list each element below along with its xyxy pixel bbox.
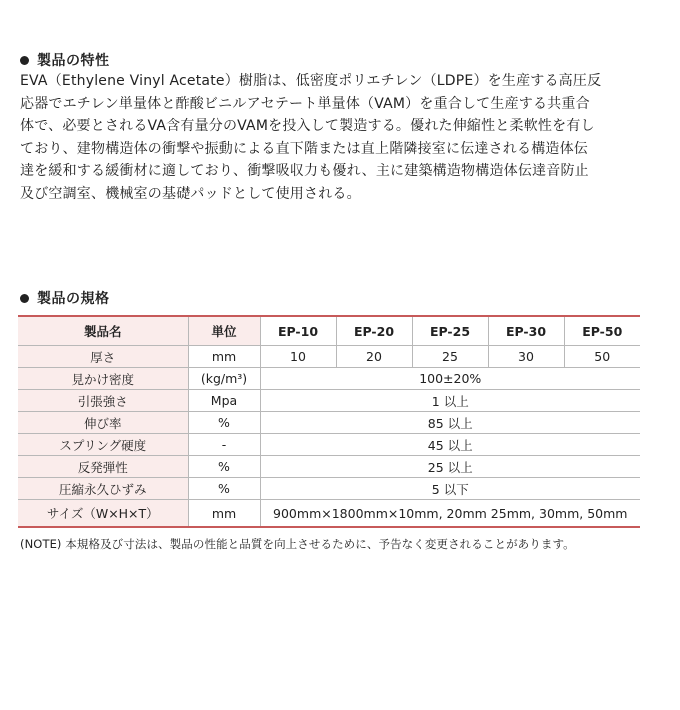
- table-row: [18, 500, 640, 528]
- header-cell: EP-10: [260, 316, 336, 346]
- header-cell: 単位: [188, 316, 260, 346]
- section-heading-text: 製品の規格: [37, 291, 110, 307]
- row-label: サイズ（W×H×T）: [18, 500, 188, 528]
- table-cell: 45 以上: [260, 434, 640, 456]
- header-cell: EP-50: [564, 316, 640, 346]
- description-line: 及び空調室、機械室の基礎パッドとして使用される。: [20, 185, 361, 202]
- description-line: EVA（Ethylene Vinyl Acetate）樹脂は、低密度ポリエチレン（LDPE）を生産する高圧反: [20, 73, 602, 89]
- row-unit: %: [188, 478, 260, 500]
- table-cell: 25 以上: [260, 456, 640, 478]
- row-label: 反発弾性: [18, 456, 188, 478]
- row-unit: %: [188, 412, 260, 434]
- section-heading-characteristics: [20, 50, 110, 70]
- table-cell: 30: [488, 346, 564, 368]
- table-cell: 50: [564, 346, 640, 368]
- description-line: ており、建物構造体の衝撃や振動による直下階または直上階隣接室に伝達される構造体伝: [20, 140, 588, 157]
- header-cell: 製品名: [18, 316, 188, 346]
- table-cell: 5 以下: [260, 478, 640, 500]
- row-unit: mm: [188, 500, 260, 528]
- row-label: 引張強さ: [18, 390, 188, 412]
- spec-note: (NOTE) 本規格及び寸法は、製品の性能と品質を向上させるために、予告なく変更されることがあります。: [20, 537, 575, 551]
- table-row: [18, 434, 640, 456]
- description-line: 達を緩和する緩衝材に適しており、衝撃吸収力も優れ、主に建築構造物構造体伝達音防止: [20, 163, 589, 180]
- header-cell: EP-30: [488, 316, 564, 346]
- row-label: スプリング硬度: [18, 434, 188, 456]
- table-row: [18, 368, 640, 390]
- section-heading-text: 製品の特性: [37, 53, 110, 69]
- row-unit: %: [188, 456, 260, 478]
- row-unit: (kg/m³): [188, 368, 260, 390]
- table-cell: 85 以上: [260, 412, 640, 434]
- table-cell: 10: [260, 346, 336, 368]
- table-row: [18, 346, 640, 368]
- row-label: 見かけ密度: [18, 368, 188, 390]
- bullet-icon: [20, 294, 29, 303]
- row-label: 厚さ: [18, 346, 188, 368]
- table-cell: 1 以上: [260, 390, 640, 412]
- table-cell: 25: [412, 346, 488, 368]
- row-unit: mm: [188, 346, 260, 368]
- section-heading-specifications: [20, 288, 110, 308]
- table-header-row: [18, 316, 640, 346]
- table-cell: 100±20%: [260, 368, 640, 390]
- table-row: [18, 478, 640, 500]
- table-cell: 900mm×1800mm×10mm, 20mm 25mm, 30mm, 50mm: [260, 500, 640, 528]
- description-line: 応器でエチレン単量体と酢酸ビニルアセテート単量体（VAM）を重合して生産する共重合: [20, 95, 590, 112]
- row-label: 伸び率: [18, 412, 188, 434]
- row-label: 圧縮永久ひずみ: [18, 478, 188, 500]
- product-description: [20, 70, 668, 206]
- table-cell: 20: [336, 346, 412, 368]
- table-row: [18, 456, 640, 478]
- header-cell: EP-25: [412, 316, 488, 346]
- bullet-icon: [20, 56, 29, 65]
- row-unit: Mpa: [188, 390, 260, 412]
- table-row: [18, 390, 640, 412]
- description-line: 体で、必要とされるVA含有量分のVAMを投入して製造する。優れた伸縮性と柔軟性を有し: [20, 118, 595, 135]
- table-row: [18, 412, 640, 434]
- row-unit: -: [188, 434, 260, 456]
- spec-table: [18, 315, 640, 528]
- header-cell: EP-20: [336, 316, 412, 346]
